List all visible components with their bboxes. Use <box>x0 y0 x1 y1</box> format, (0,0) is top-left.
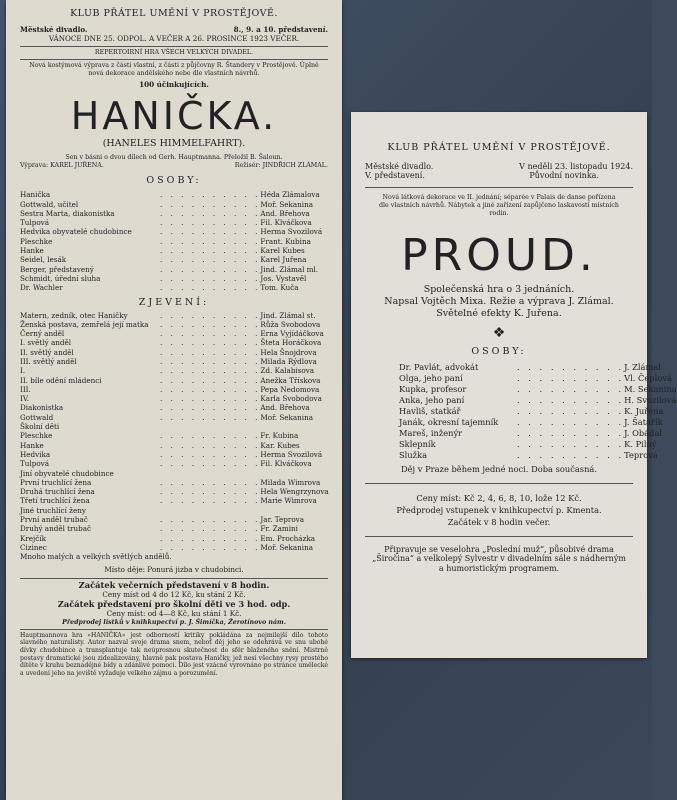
repertoire-note: REPERTOIRNÍ HRA VŠECH VELKÝCH DIVADEL. <box>94 48 254 56</box>
cast-row <box>20 469 328 478</box>
cast-row <box>20 394 328 403</box>
role-name: I. světlý anděl <box>20 338 72 348</box>
actor-name: Em. Procházka <box>260 533 316 543</box>
dot-leader: . . . . . . . . . . <box>160 236 261 246</box>
actor-name: Kar. Kubes <box>260 440 300 450</box>
role-name: Druhý anděl trubač <box>20 524 92 534</box>
place-of-action: Místo děje: Ponurá jizba v chudobinci. <box>104 564 244 574</box>
start-school: Začátek představení pro školní děti ve 3 hod. odp. <box>57 598 291 609</box>
actor-name: Karla Svobodova <box>260 394 322 404</box>
role-name: Hanička <box>20 190 51 200</box>
dot-leader: . . . . . . . . . . <box>160 394 261 404</box>
cast-row <box>20 478 328 487</box>
cast-row <box>20 200 328 209</box>
dot-leader: . . . . . . . . . . <box>160 319 261 329</box>
role-name: Služka <box>399 450 428 461</box>
director-credit: Režisér: JINDŘICH ZLÁMAL. <box>234 162 328 170</box>
actor-name: Jos. Vystavěl <box>260 273 307 283</box>
role-name: První truchlící žena <box>20 477 92 487</box>
role-name: Tulpová <box>20 459 49 469</box>
dot-leader: . . . . . . . . . . <box>160 199 261 209</box>
cast-row <box>20 190 328 199</box>
role-name: Olga, jeho paní <box>399 373 463 384</box>
cast-row <box>20 459 328 468</box>
actor-name: M. Sekanina <box>624 384 677 395</box>
role-name: Berger, představený <box>20 264 94 274</box>
novelty-note: Původní novinka. <box>529 171 599 181</box>
genre: Společenská hra o 3 jednáních. <box>423 284 575 296</box>
dot-leader: . . . . . . . . . . <box>160 431 261 441</box>
ornament-icon: ❖ <box>492 325 506 342</box>
cast-row <box>20 413 328 422</box>
role-name: Sklepník <box>399 439 436 450</box>
actor-name: J. Šatařík <box>624 417 663 428</box>
actor-name: Herma Svozilová <box>260 227 323 237</box>
dot-leader: . . . . . . . . . . <box>160 496 261 506</box>
dot-leader: . . . . . . . . . . <box>160 375 261 385</box>
actor-name: Erna Vyjídáčkova <box>260 329 324 339</box>
cast-heading: OSOBY: <box>146 175 202 187</box>
dot-leader: . . . . . . . . . . <box>160 338 261 348</box>
cast-row <box>20 385 328 394</box>
cast-heading: OSOBY: <box>471 346 527 358</box>
cast-row <box>20 218 328 227</box>
cast-row <box>20 227 328 236</box>
cast-row <box>399 373 672 384</box>
dot-leader: . . . . . . . . . . <box>160 283 261 293</box>
dot-leader: . . . . . . . . . . <box>160 403 261 413</box>
dot-leader <box>160 506 212 515</box>
place-of-action: Děj v Praze během jedné noci. Doba současná. <box>400 464 597 475</box>
role-name: Ženská postava, zemřelá její matka <box>20 319 149 329</box>
role-name: Matern, zedník, otec Haničky <box>20 310 128 320</box>
presale-note: Předprodej vstupenek v knihkupectví p. Kmenta. <box>396 504 602 515</box>
actor-name: Růža Svobodova <box>260 319 321 329</box>
play-title: HANIČKA. <box>70 93 278 138</box>
dot-leader: . . . . . . . . . . <box>160 246 261 256</box>
dot-leader: . . . . . . . . . . <box>160 487 261 497</box>
dot-leader: . . . . . . . . . . <box>160 208 261 218</box>
actor-name: Fr. Zamini <box>260 524 298 534</box>
actor-name: And. Břehova <box>260 403 310 413</box>
dot-leader: . . . . . . . . . . <box>160 384 261 394</box>
cast-row <box>20 338 328 347</box>
role-name: Sestra Marta, diakonistka <box>20 208 115 218</box>
cast-row <box>399 384 677 395</box>
dot-leader: . . . . . . . . . . <box>160 264 261 274</box>
actor-name: Moř. Sekanina <box>260 412 313 422</box>
dot-leader: . . . . . . . . . . <box>517 406 625 417</box>
cast-row <box>399 428 663 439</box>
actor-name: Jar. Teprova <box>260 515 305 525</box>
role-name: II. světlý anděl <box>20 347 74 357</box>
cast-row <box>20 265 328 274</box>
cast-row <box>20 320 328 329</box>
cast-row <box>20 506 328 515</box>
presale-note: Předprodej lístků v knihkupectví p. J. Šimíčka, Žerotínovo nám. <box>62 618 286 626</box>
cast-row <box>20 431 328 440</box>
actor-name: J. Zlámal <box>624 362 661 373</box>
lighting-credit: Světelné efekty K. Juřena. <box>436 308 562 320</box>
venue: Městské divadlo. <box>20 25 88 34</box>
actor-name: J. Obádal <box>624 428 663 439</box>
actor-name: Teprová <box>624 450 658 461</box>
cast-row <box>20 237 328 246</box>
dot-leader: . . . . . . . . . . <box>160 310 261 320</box>
cast-row <box>20 366 328 375</box>
play-subtitle: (HANELES HIMMELFAHRT). <box>102 137 246 149</box>
dot-leader: . . . . . . . . . . <box>160 347 261 357</box>
dot-leader: . . . . . . . . . . <box>517 439 625 450</box>
cast-row <box>20 515 328 524</box>
actor-name: Zd. Kalabisova <box>260 366 315 376</box>
role-name: II. bíle odění mládenci <box>20 375 102 385</box>
credits: Sen v básni o dvou dílech od Gerh. Hauptmanna. Přeložil B. Šaloun. <box>65 153 283 161</box>
cast-row <box>399 450 658 461</box>
dot-leader: . . . . . . . . . . <box>160 255 261 265</box>
cast-row <box>20 209 328 218</box>
cast-row <box>20 348 328 357</box>
dot-leader: . . . . . . . . . . <box>160 440 261 450</box>
prices: Ceny míst: Kč 2, 4, 6, 8, 10, lože 12 Kč. <box>416 492 582 503</box>
cast-row <box>20 357 328 366</box>
cast-row <box>20 496 328 505</box>
dot-leader: . . . . . . . . . . <box>160 477 261 487</box>
start-time: Začátek v 8 hodin večer. <box>447 516 551 527</box>
role-name: Hedvika <box>20 449 51 459</box>
cast-row <box>20 255 328 264</box>
design-credit: Výprava: KAREL JUŘENA. <box>20 162 104 170</box>
cast-row <box>20 524 328 533</box>
role-name: Jiné truchlící ženy <box>20 505 86 515</box>
role-name: Pleschke <box>20 236 53 246</box>
cast-row <box>399 362 661 373</box>
cast-row <box>20 283 328 292</box>
dot-leader <box>160 422 212 431</box>
cast-list <box>20 190 328 292</box>
actor-name: Tom. Kuča <box>260 283 299 293</box>
performance-dates: 8., 9. a 10. představení. <box>233 25 328 34</box>
dot-leader: . . . . . . . . . . <box>517 417 625 428</box>
actor-name: Herma Svozilová <box>260 449 323 459</box>
apparitions-heading: ZJEVENÍ: <box>138 296 210 308</box>
dot-leader: . . . . . . . . . . <box>517 395 625 406</box>
club-name: KLUB PŘÁTEL UMĚNÍ V PROSTĚJOVĚ. <box>70 8 278 19</box>
dot-leader: . . . . . . . . . . <box>517 384 625 395</box>
actor-name: And. Břehova <box>260 208 310 218</box>
role-name: Havliš, statkář <box>399 406 461 417</box>
actor-name: Anežka Třískova <box>260 375 321 385</box>
role-name: Druhá truchlící žena <box>20 487 95 497</box>
role-name: Krejčík <box>20 533 46 543</box>
actor-name: Frant. Kubina <box>260 236 311 246</box>
actor-name: Milada Rýdlova <box>260 356 317 366</box>
cast-row <box>399 439 657 450</box>
role-name: III. světlý anděl <box>20 356 77 366</box>
role-name: První anděl trubač <box>20 515 88 525</box>
cast-row <box>20 441 328 450</box>
dot-leader: . . . . . . . . . . <box>160 459 261 469</box>
actor-name: K. Pilný <box>624 439 657 450</box>
role-name: Hanke <box>20 440 44 450</box>
cast-row <box>20 534 328 543</box>
actor-name: Vl. Čeplová <box>624 373 672 384</box>
role-name: IV. <box>20 394 30 404</box>
dot-leader: . . . . . . . . . . <box>160 366 261 376</box>
dot-leader: . . . . . . . . . . <box>160 515 261 525</box>
club-name: KLUB PŘÁTEL UMĚNÍ V PROSTĚJOVĚ. <box>387 142 611 153</box>
announcement: Připravuje se veselohra „Poslední muž“, působivé drama „Širočina“ a velkolepý Sylvestr v divadelním sále s nádherným a humoristickým programem. <box>372 544 626 573</box>
dot-leader: . . . . . . . . . . <box>160 190 261 200</box>
role-name: Kupka, profesor <box>399 384 467 395</box>
dot-leader: . . . . . . . . . . <box>160 227 261 237</box>
role-name: I. <box>20 366 26 376</box>
start-evening: Začátek večerních představení v 8 hodin. <box>78 579 270 590</box>
actor-name <box>212 469 328 478</box>
participants: 100 účinkujících. <box>139 80 209 90</box>
poster-hanicka <box>6 0 342 800</box>
actor-name: Milada Wimrova <box>260 477 321 487</box>
role-name: Mnoho malých a velkých světlých andělů. <box>20 552 172 562</box>
actor-name <box>212 422 328 431</box>
actor-name: K. Juřena <box>624 406 664 417</box>
role-name: Školní děti <box>20 422 60 432</box>
actor-name: Marie Wimrova <box>260 496 317 506</box>
actor-name: Jind. Zlámal ml. <box>260 264 319 274</box>
cast-row <box>20 246 328 255</box>
dot-leader: . . . . . . . . . . <box>160 542 261 552</box>
poster-proud <box>351 112 677 658</box>
role-name: Mareš, inženýr <box>399 428 463 439</box>
cast-row <box>399 417 663 428</box>
actor-name: Hela Wengrzynova <box>260 487 329 497</box>
role-name: Anka, jeho paní <box>399 395 465 406</box>
actor-name: Moř. Sekanina <box>260 199 313 209</box>
role-name: Hanke <box>20 246 44 256</box>
cast-row <box>20 329 328 338</box>
actor-name: Jind. Zlámal st. <box>260 310 316 320</box>
cast-row <box>20 403 328 412</box>
cast-row <box>399 395 677 406</box>
schedule: VÁNOCE DNE 25. ODPOL. A VEČER A 26. PROSINCE 1923 VEČER. <box>48 34 300 44</box>
role-name: III. <box>20 384 31 394</box>
actor-name: Karel Juřena <box>260 255 307 265</box>
dot-leader: . . . . . . . . . . <box>160 412 261 422</box>
dot-leader: . . . . . . . . . . <box>160 273 261 283</box>
role-name: Gottwald <box>20 412 54 422</box>
role-name: Pleschke <box>20 431 53 441</box>
venue: Městské divadlo. <box>365 162 434 171</box>
critical-notes: Hauptmannova hra »HANIČKA« jest odborností kritiky pokládána za nejmilejší dílo tohoto slavného naturalisty. Autor nazval svoje drama snem, neboť děj jeho se odehrává ve snu ubohé dívky chudobince a transplantuje tak neúprosnou skutečnost do sfér blaženého snění. Mistrně postavy dramatické jsou zidealizovány, hlavně pak postava Haničky, jež nesí všechny rysy prostého dítěte v kruhu beznadějné bídy a zdánlivé pomoci. Dílo jest vzácně vyrovnáno po stránce umělecké a uvedení jeho na jeviště vyžaduje velkého zájmu a porozumění. <box>20 631 328 677</box>
cast-list <box>365 362 677 461</box>
dot-leader: . . . . . . . . . . <box>517 362 625 373</box>
role-name: Diakonistka <box>20 403 64 413</box>
dot-leader: . . . . . . . . . . <box>160 533 261 543</box>
dot-leader <box>160 469 212 478</box>
actor-name <box>224 552 328 561</box>
role-name: Třetí truchlící žena <box>20 496 90 506</box>
role-name: Hedvika obyvatelé chudobince <box>20 227 132 237</box>
actor-name <box>212 506 328 515</box>
actor-name: Karel Kubes <box>260 246 305 256</box>
apparitions-list <box>20 311 328 562</box>
cast-row <box>20 422 328 431</box>
actor-name: Héda Zlámalova <box>260 190 320 200</box>
role-name: Schmidt, úřední sluha <box>20 273 101 283</box>
author-credit: Napsal Vojtěch Mixa. Režie a výprava J. Zlámal. <box>384 296 614 308</box>
role-name: Dr. Wachler <box>20 283 63 293</box>
actor-name: Šteta Horáčkova <box>260 338 322 348</box>
role-name: Černý anděl <box>20 329 65 339</box>
dot-leader: . . . . . . . . . . <box>160 449 261 459</box>
dot-leader <box>172 552 224 561</box>
role-name: Tulpová <box>20 218 49 228</box>
dot-leader: . . . . . . . . . . <box>160 218 261 228</box>
cast-row <box>20 552 328 561</box>
cast-row <box>399 406 664 417</box>
role-name: Cizinec <box>20 542 47 552</box>
performance-date: V neděli 23. listopadu 1924. <box>519 162 633 171</box>
actor-name: H. Svozilová <box>624 395 677 406</box>
role-name: Janák, okresní tajemník <box>399 417 499 428</box>
prices-evening: Ceny míst od 4 do 12 Kč, ku stání 2 Kč. <box>102 590 246 600</box>
dot-leader: . . . . . . . . . . <box>517 450 625 461</box>
play-title: PROUD. <box>401 230 597 282</box>
cast-row <box>20 543 328 552</box>
actor-name: Fil. Klváčkova <box>260 218 312 228</box>
performance-number: V. představení. <box>365 171 425 181</box>
role-name: Dr. Pavlát, advokát <box>399 362 479 373</box>
dot-leader: . . . . . . . . . . <box>517 373 625 384</box>
cast-row <box>20 311 328 320</box>
dot-leader: . . . . . . . . . . <box>160 356 261 366</box>
dot-leader: . . . . . . . . . . <box>160 524 261 534</box>
actor-name: Moř. Sekanina <box>260 542 313 552</box>
actor-name: Hela Šnojdrova <box>260 347 317 357</box>
actor-name: Fr. Kubina <box>260 431 299 441</box>
cast-row <box>20 376 328 385</box>
dot-leader: . . . . . . . . . . <box>160 329 261 339</box>
costume-note: Nová kostýmová výprava z části vlastní, z části z půjčovny R. Štandery v Prostějově. Úplně nová dekorace andělského nebe dle vlastních návrhů. <box>29 62 319 78</box>
role-name: Gottwald, učitel <box>20 199 79 209</box>
dot-leader: . . . . . . . . . . <box>517 428 625 439</box>
cast-row <box>20 487 328 496</box>
actor-name: Pepa Nedomova <box>260 384 320 394</box>
cast-row <box>20 450 328 459</box>
prices-school: Ceny míst: od 4—8 Kč, ku stání 1 Kč. <box>106 609 242 619</box>
actor-name: Fil. Klváčkova <box>260 459 312 469</box>
cast-row <box>20 274 328 283</box>
role-name: Seidel, lesák <box>20 255 67 265</box>
role-name: Jiní obyvatelé chudobince <box>20 468 114 478</box>
decor-note: Nová látková dekorace ve II. jednání; séparée v Palais de danse pořízena dle vlastních návrhů. Nábytek a jiné zařízení zapůjčeno laskavostí místních rodin. <box>379 193 619 218</box>
